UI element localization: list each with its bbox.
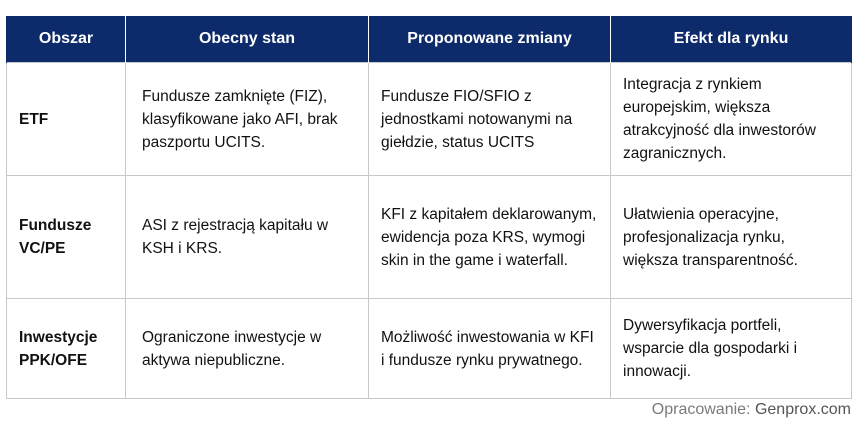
cell-market-effect: Ułatwienia operacyjne, profesjonalizacja rynku, większa transparentność. <box>611 176 852 299</box>
comparison-table <box>6 16 852 399</box>
table-body <box>7 63 852 399</box>
cell-current-state: ASI z rejestracją kapitału w KSH i KRS. <box>126 176 369 299</box>
header-current-state: Obecny stan <box>126 16 369 63</box>
header-market-effect: Efekt dla rynku <box>611 16 852 63</box>
cell-area: ETF <box>7 63 126 176</box>
header-row <box>7 16 852 63</box>
cell-area: Inwestycje PPK/OFE <box>7 299 126 399</box>
cell-proposed-changes: Możliwość inwestowania w KFI i fundusze rynku prywatnego. <box>369 299 611 399</box>
table-row <box>7 299 852 399</box>
table-row <box>7 176 852 299</box>
table-header <box>7 16 852 63</box>
header-area: Obszar <box>7 16 126 63</box>
cell-market-effect: Dywersyfikacja portfeli, wsparcie dla gospodarki i innowacji. <box>611 299 852 399</box>
table-row <box>7 63 852 176</box>
credit-label: Opracowanie: <box>651 401 751 418</box>
cell-proposed-changes: KFI z kapitałem deklarowanym, ewidencja poza KRS, wymogi skin in the game i waterfall. <box>369 176 611 299</box>
cell-area: Fundusze VC/PE <box>7 176 126 299</box>
cell-current-state: Ograniczone inwestycje w aktywa niepubliczne. <box>126 299 369 399</box>
cell-market-effect: Integracja z rynkiem europejskim, większa atrakcyjność dla inwestorów zagranicznych. <box>611 63 852 176</box>
comparison-table-container <box>6 16 851 399</box>
cell-current-state: Fundusze zamknięte (FIZ), klasyfikowane jako AFI, brak paszportu UCITS. <box>126 63 369 176</box>
cell-proposed-changes: Fundusze FIO/SFIO z jednostkami notowanymi na giełdzie, status UCITS <box>369 63 611 176</box>
header-proposed-changes: Proponowane zmiany <box>369 16 611 63</box>
source-credit <box>652 401 851 419</box>
credit-source: Genprox.com <box>754 401 851 418</box>
